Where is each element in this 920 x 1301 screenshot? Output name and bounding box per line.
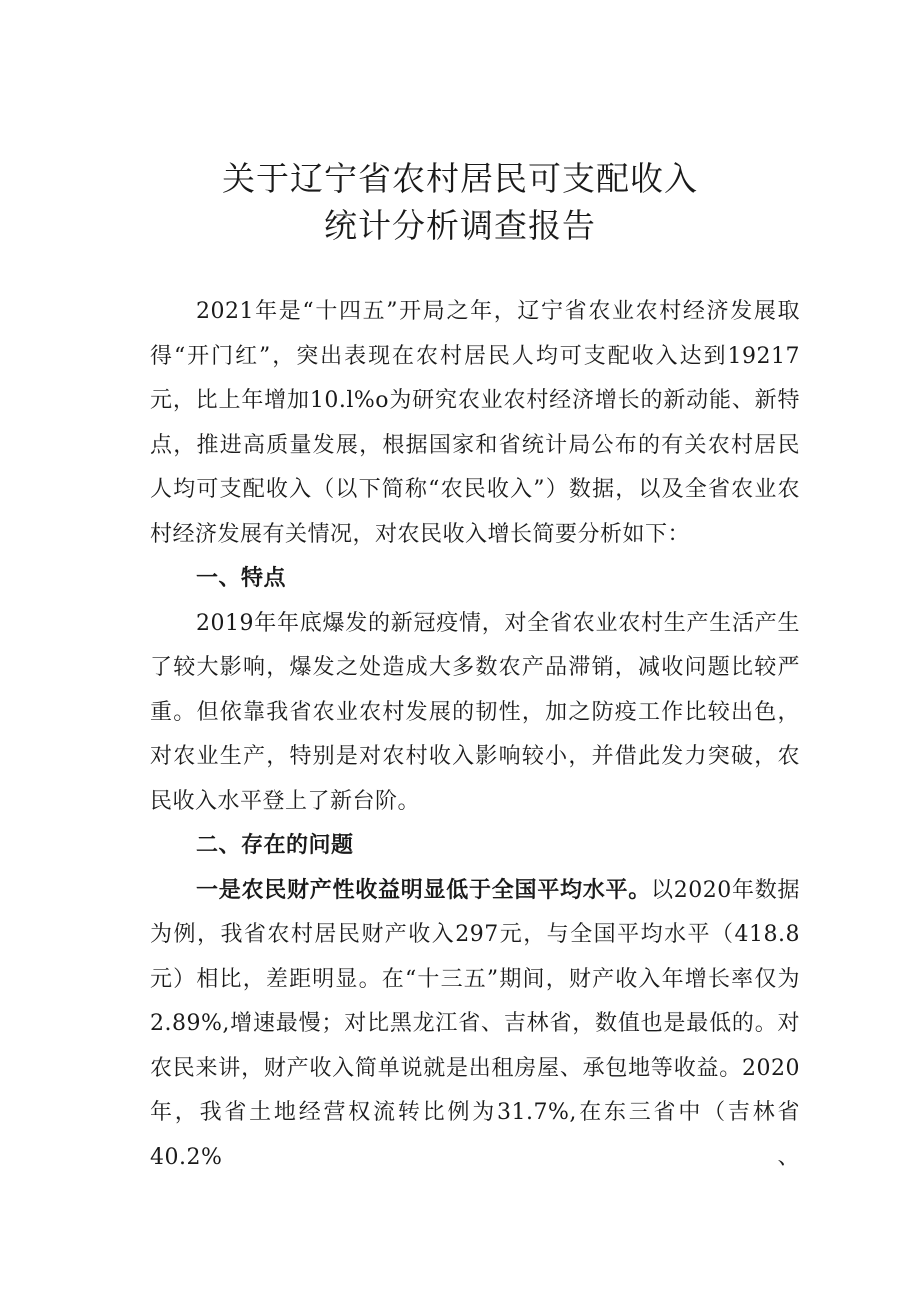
features-paragraph: 2019年年底爆发的新冠疫情，对全省农业农村生产生活产生了较大影响，爆发之处造成大多数农产品滞销，减收问题比较严重。但依靠我省农业农村发展的韧性，加之防疫工作比较出色，对农业生产，特别是对农村收入影响较小，并借此发力突破，农民收入水平登上了新台阶。 (150, 610, 800, 814)
problem-1-lead: 一是农民财产性收益明显低于全国平均水平。 (196, 877, 651, 903)
problem-1-paragraph (150, 869, 800, 1181)
problem-1-text: 以2020年数据为例，我省农村居民财产收入297元，与全国平均水平（418.8元）相比，差距明显。在“十三五”期间，财产收入年增长率仅为2.89%,增速最慢；对比黑龙江省、吉林省，数值也是最低的。对农民来讲，财产收入简单说就是出租房屋、承包地等收益。2020年，我省土地经营权流转比例为31.7%,在东三省中（吉林省40.2%、 (150, 877, 800, 1170)
document-title-line-1: 关于辽宁省农村居民可支配收入 (222, 159, 698, 198)
document-title-line-2: 统计分析调查报告 (324, 206, 596, 245)
section-heading-problems: 二、存在的问题 (196, 833, 354, 858)
section-heading-features: 一、特点 (196, 566, 287, 591)
document-body (150, 290, 800, 1180)
intro-paragraph: 2021年是“十四五”开局之年，辽宁省农业农村经济发展取得“开门红”，突出表现在农村居民人均可支配收入达到19217元，比上年增加10.l%o为研究农业农村经济增长的新动能、新特点，推进高质量发展，根据国家和省统计局公布的有关农村居民人均可支配收入（以下简称“农民收入”）数据，以及全省农业农村经济发展有关情况，对农民收入增长简要分析如下： (150, 299, 800, 547)
